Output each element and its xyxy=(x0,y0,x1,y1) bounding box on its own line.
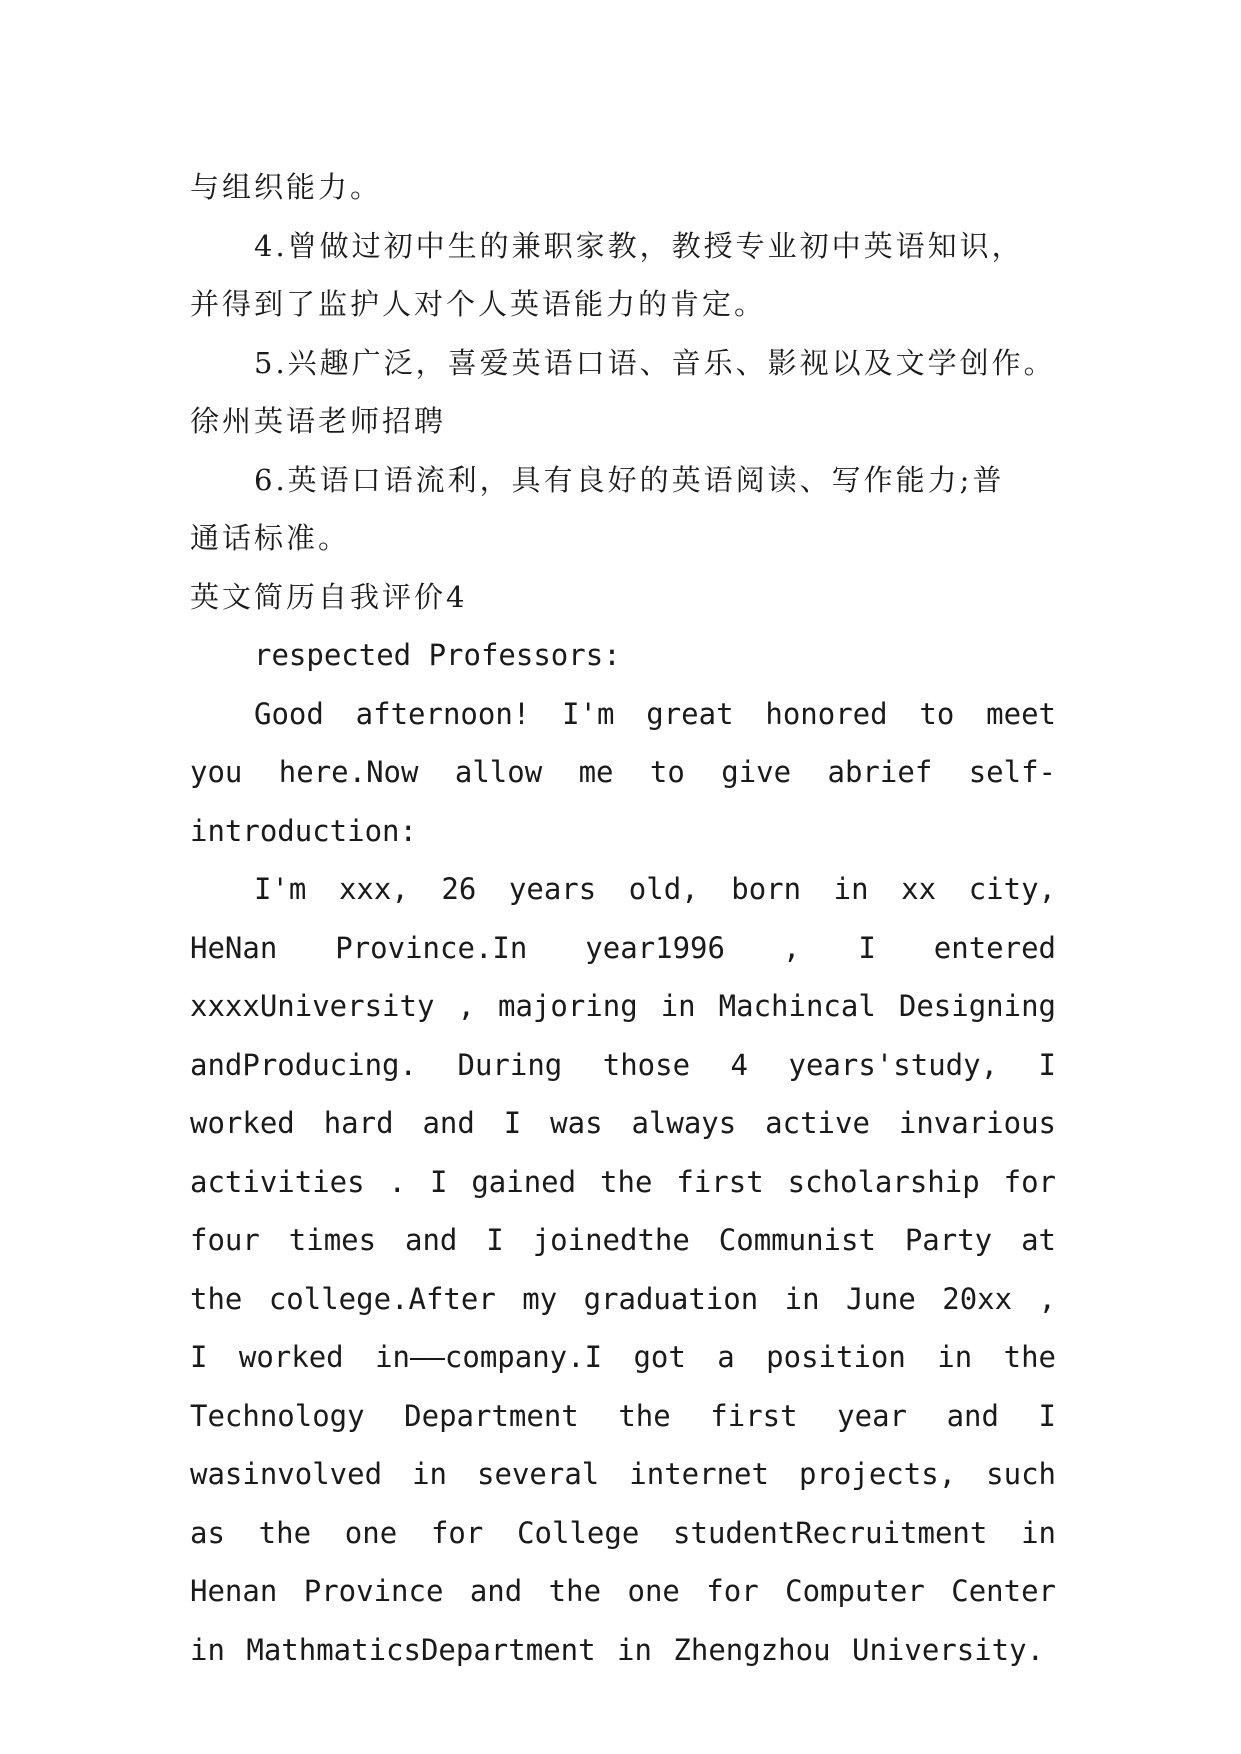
section-heading: 英文简历自我评价4 xyxy=(190,579,468,614)
inline-heading: 徐州英语老师招聘 xyxy=(190,404,447,438)
salutation: respected Professors: xyxy=(254,638,621,672)
list-item-6-line-2: 通话标准。 xyxy=(190,521,351,555)
list-item-6-line-1: 6.英语口语流利，具有良好的英语阅读、写作能力;普 xyxy=(254,462,1005,497)
list-item-5: 5.兴趣广泛，喜爱英语口语、音乐、影视以及文学创作。 xyxy=(254,345,1056,380)
paragraph-greeting: Good afternoon! I'm great honored to meet you here.Now allow me to give abrief self-introduction: xyxy=(190,696,1056,848)
list-item-4-line-2: 并得到了监护人对个人英语能力的肯定。 xyxy=(190,287,767,321)
text-line-continuation: 与组织能力。 xyxy=(190,170,383,204)
paragraph-self-introduction: I'm xxx, 26 years old, born in xx city, HeNan Province.In year1996 , I entered xxxxUniversity , majoring in Machincal Designing andProducing. During those 4 years'study, I worked hard and I was always active invarious activities . I gained the first scholarship for four times and I joinedthe Communist Party at the college.After my graduation in June 20xx , I worked in——company.I got a position in the Technology Department the first year and I wasinvolved in several internet projects, such as the one for College studentRecruitment in Henan Province and the one for Computer Center in MathmaticsDepartment in Zhengzhou University. xyxy=(190,872,1056,1667)
document-body xyxy=(190,158,1056,1679)
list-item-4-line-1: 4.曾做过初中生的兼职家教，教授专业初中英语知识， xyxy=(254,228,1024,263)
